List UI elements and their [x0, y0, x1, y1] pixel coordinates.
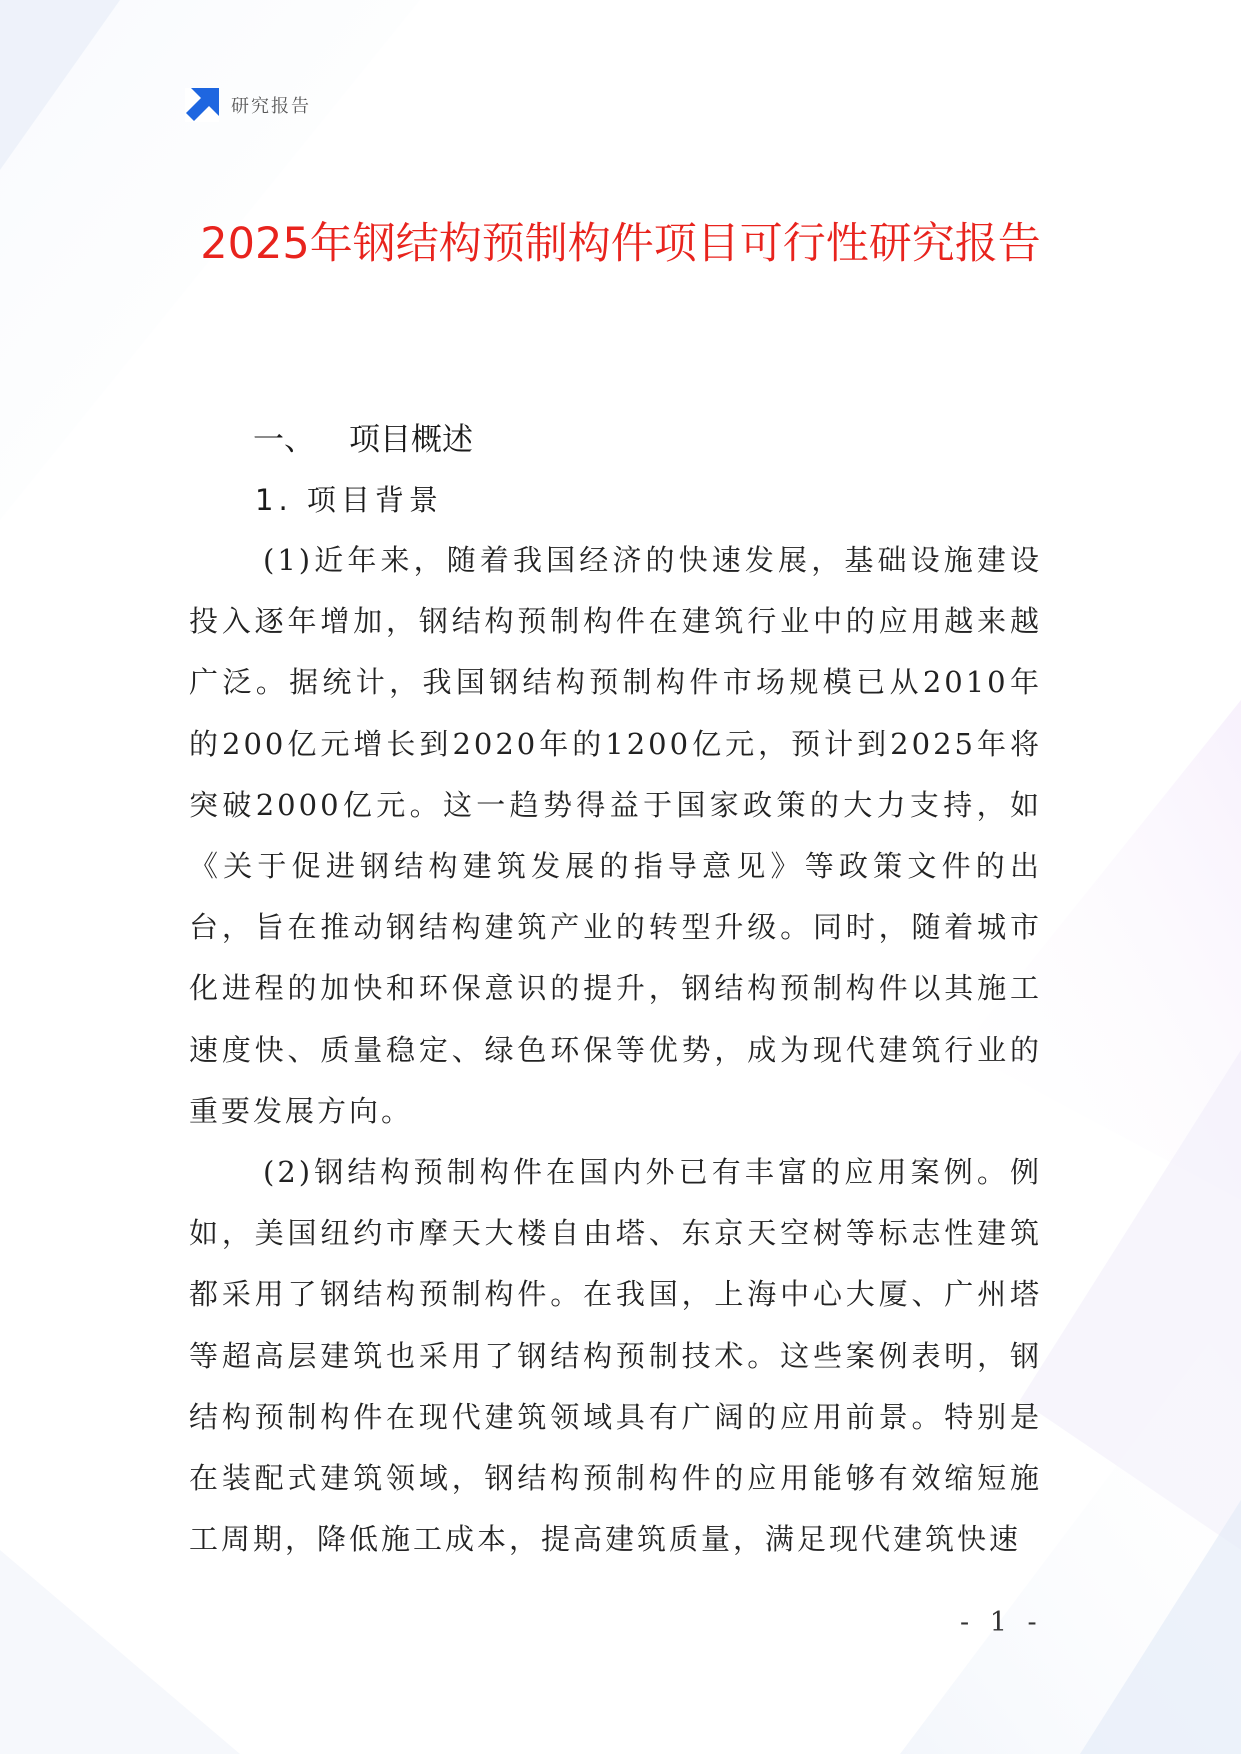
subsection-heading: 1. 项目背景 [255, 483, 443, 517]
arrow-up-right-icon [185, 88, 219, 122]
document-title: 2025年钢结构预制构件项目可行性研究报告 [200, 219, 1041, 269]
paragraph: (2)钢结构预制构件在国内外已有丰富的应用案例。例如，美国纽约市摩天大楼自由塔、东京天空树等标志性建筑都采用了钢结构预制构件。在我国，上海中心大厦、广州塔等超高层建筑也采用了钢结构预制技术。这些案例表明，钢结构预制构件在现代建筑领域具有广阔的应用前景。特别是在装配式建筑领域，钢结构预制构件的应用能够有效缩短施工周期，降低施工成本，提高建筑质量，满足现代建筑快速 [189, 1155, 1042, 1557]
section-number: 一、 [253, 422, 315, 458]
body-text [189, 530, 1042, 1570]
paragraph: (1)近年来，随着我国经济的快速发展，基础设施建设投入逐年增加，钢结构预制构件在建筑行业中的应用越来越广泛。据统计，我国钢结构预制构件市场规模已从2010年的200亿元增长到2020年的1200亿元，预计到2025年将突破2000亿元。这一趋势得益于国家政策的大力支持，如《关于促进钢结构建筑发展的指导意见》等政策文件的出台，旨在推动钢结构建筑产业的转型升级。同时，随着城市化进程的加快和环保意识的提升，钢结构预制构件以其施工速度快、质量稳定、绿色环保等优势，成为现代建筑行业的重要发展方向。 [189, 543, 1042, 1128]
section-heading [253, 418, 473, 462]
page-number: - 1 - [960, 1607, 1043, 1638]
header-label: 研究报告 [231, 96, 311, 117]
section-title: 项目概述 [349, 422, 473, 458]
page-header [185, 88, 311, 122]
